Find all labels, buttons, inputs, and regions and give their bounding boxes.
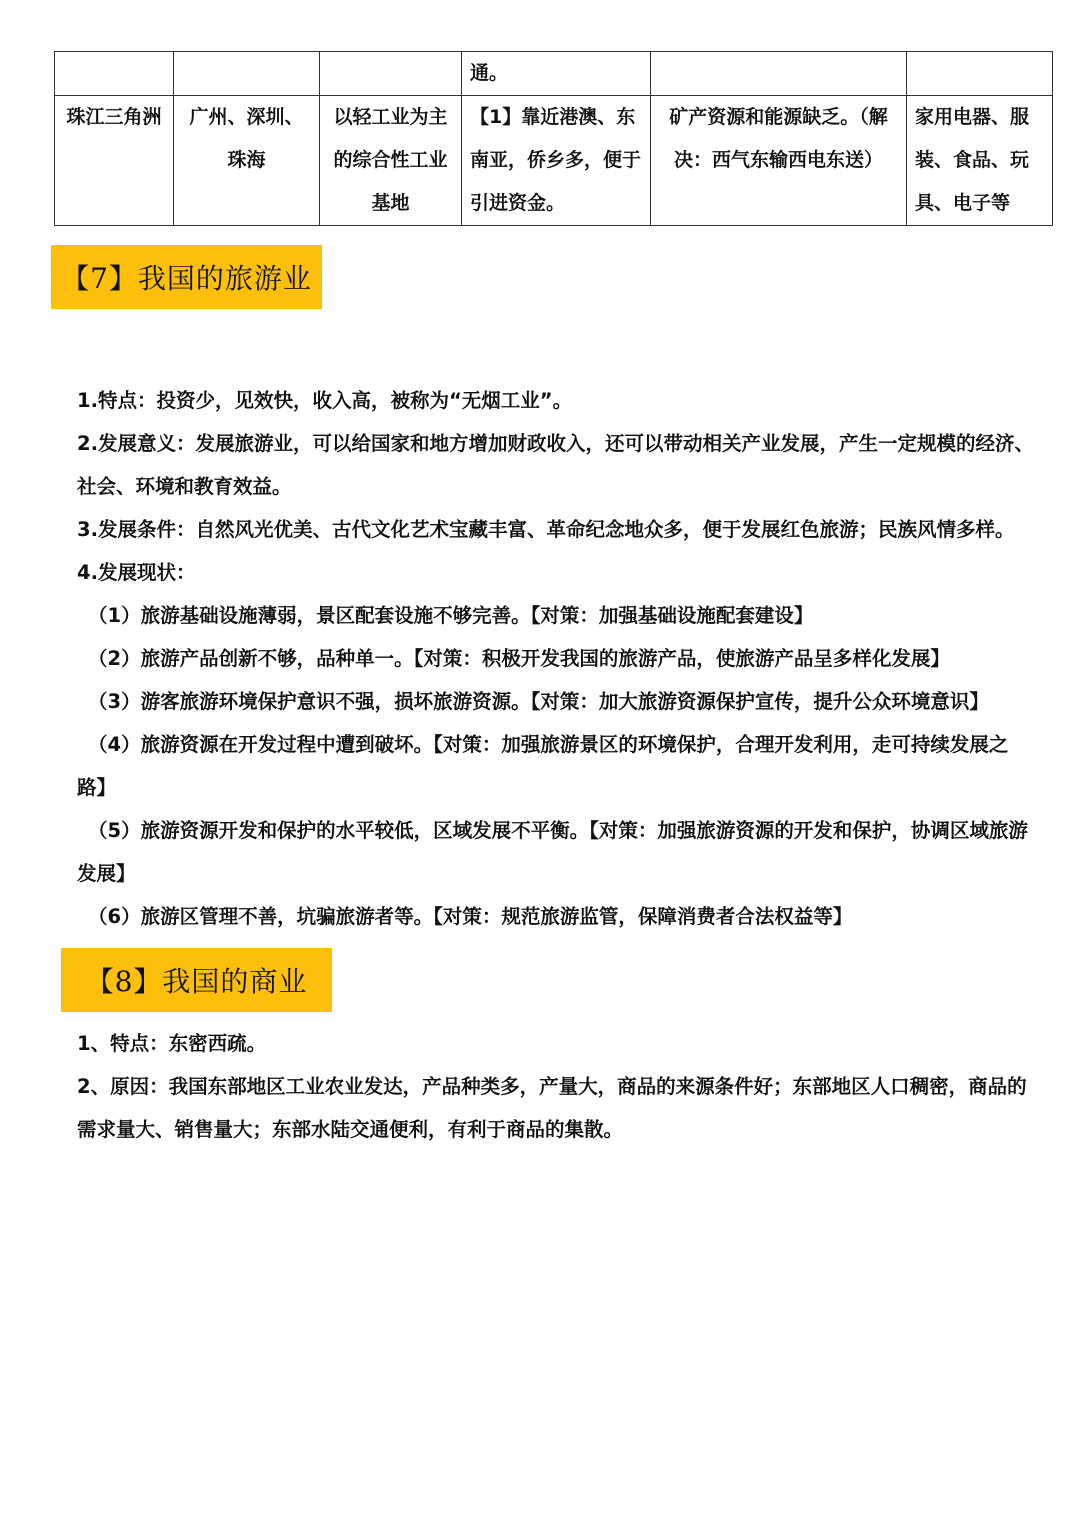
list-item: （2）旅游产品创新不够，品种单一。【对策：积极开发我国的旅游产品，使旅游产品呈多样化发展】 [88,647,950,670]
table-cell [320,52,462,96]
list-item: （4）旅游资源在开发过程中遭到破坏。【对策：加强旅游景区的环境保护，合理开发利用，走可持续发展之路】 [77,733,1009,799]
list-item: （1）旅游基础设施薄弱，景区配套设施不够完善。【对策：加强基础设施配套建设】 [88,604,814,627]
table-cell-advantage: 【1】靠近港澳、东南亚，侨乡多，便于引进资金。 [462,96,651,226]
paragraph-features: 1.特点：投资少，见效快，收入高，被称为“无烟工业”。 [77,389,573,412]
table-cell-problem: 矿产资源和能源缺乏。（解决：西气东输西电东送） [651,96,907,226]
table-cell-region: 珠江三角洲 [55,96,174,226]
table-cell-products: 家用电器、服装、食品、玩具、电子等 [907,96,1053,226]
paragraph-commerce-reasons: 2、原因：我国东部地区工业农业发达，产品种类多，产量大，商品的来源条件好；东部地区人口稠密，商品的需求量大、销售量大；东部水陆交通便利，有利于商品的集散。 [77,1075,1027,1141]
section-heading-commerce: 【8】我国的商业 [61,948,332,1012]
table-cell: 通。 [462,52,651,96]
paragraph-significance: 2.发展意义：发展旅游业，可以给国家和地方增加财政收入，还可以带动相关产业发展，产生一定规模的经济、社会、环境和教育效益。 [77,432,1034,498]
table-cell-feature: 以轻工业为主的综合性工业基地 [320,96,462,226]
paragraph-status: 4.发展现状： [77,561,196,584]
table-cell [174,52,320,96]
paragraph-commerce-features: 1、特点：东密西疏。 [77,1032,267,1055]
paragraph-conditions: 3.发展条件：自然风光优美、古代文化艺术宝藏丰富、革命纪念地众多，便于发展红色旅游；民族风情多样。 [77,518,1015,541]
table-row [55,52,1053,96]
section-heading-tourism: 【7】我国的旅游业 [51,245,322,309]
table-cell-cities: 广州、深圳、珠海 [174,96,320,226]
industrial-base-table [54,51,1053,226]
table-row [55,96,1053,226]
list-item: （6）旅游区管理不善，坑骗旅游者等。【对策：规范旅游监管，保障消费者合法权益等】 [88,905,853,928]
table-cell [907,52,1053,96]
list-item: （3）游客旅游环境保护意识不强，损坏旅游资源。【对策：加大旅游资源保护宣传，提升公众环境意识】 [88,690,989,713]
table-cell [651,52,907,96]
table-cell [55,52,174,96]
list-item: （5）旅游资源开发和保护的水平较低，区域发展不平衡。【对策：加强旅游资源的开发和保护，协调区域旅游发展】 [77,819,1028,885]
